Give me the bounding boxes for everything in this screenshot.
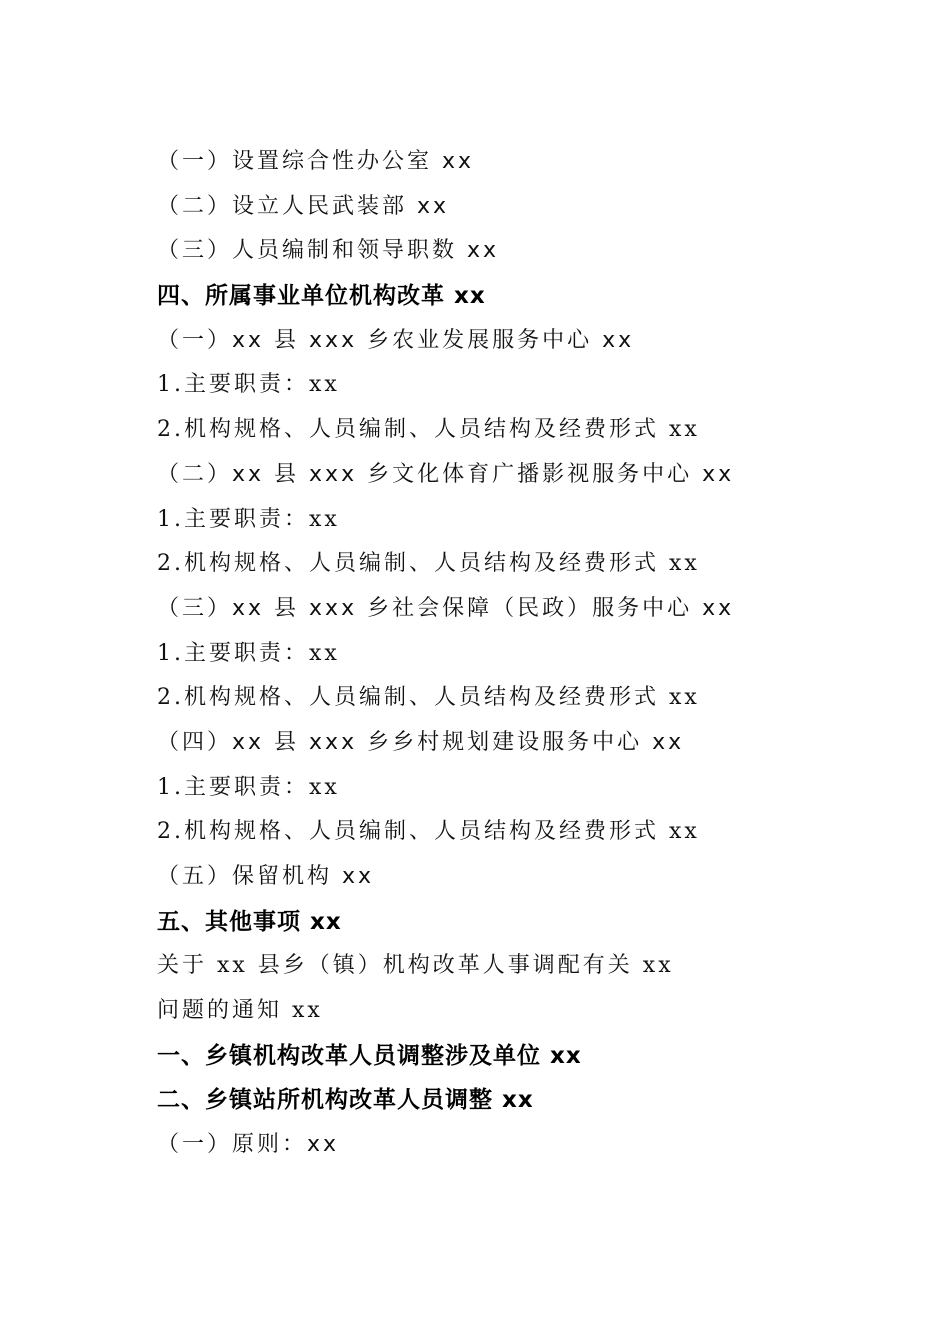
toc-line: 1.主要职责：xx: [157, 506, 340, 532]
toc-line: 关于 xx 县乡（镇）机构改革人事调配有关 xx: [157, 953, 674, 979]
toc-line: （三）人员编制和领导职数 xx: [157, 238, 500, 264]
toc-line: 2.机构规格、人员编制、人员结构及经费形式 xx: [157, 551, 700, 577]
toc-line: （五）保留机构 xx: [157, 864, 375, 889]
toc-line: 2.机构规格、人员编制、人员结构及经费形式 xx: [157, 685, 700, 711]
toc-line: 1.主要职责：xx: [157, 774, 340, 800]
toc-heading: 一、乡镇机构改革人员调整涉及单位 xx: [157, 1042, 582, 1069]
toc-line: 问题的通知 xx: [157, 998, 323, 1024]
toc-line: 1.主要职责：xx: [157, 640, 340, 666]
toc-heading: 五、其他事项 xx: [157, 908, 342, 935]
toc-line: 2.机构规格、人员编制、人员结构及经费形式 xx: [157, 417, 700, 443]
toc-heading: 四、所属事业单位机构改革 xx: [157, 283, 486, 310]
toc-line: （一）设置综合性办公室 xx: [157, 149, 475, 174]
toc-line: （四）xx 县 xxx 乡乡村规划建设服务中心 xx: [157, 729, 685, 755]
toc-line: 1.主要职责：xx: [157, 372, 340, 398]
toc-line: 2.机构规格、人员编制、人员结构及经费形式 xx: [157, 819, 700, 845]
toc-line: （二）设立人民武装部 xx: [157, 193, 450, 219]
toc-line: （三）xx 县 xxx 乡社会保障（民政）服务中心 xx: [157, 595, 735, 621]
toc-line: （一）原则：xx: [157, 1132, 340, 1158]
toc-line: （一）xx 县 xxx 乡农业发展服务中心 xx: [157, 327, 635, 353]
toc-line: （二）xx 县 xxx 乡文化体育广播影视服务中心 xx: [157, 461, 735, 487]
toc-heading: 二、乡镇站所机构改革人员调整 xx: [157, 1087, 534, 1114]
table-of-contents: [157, 140, 857, 1168]
